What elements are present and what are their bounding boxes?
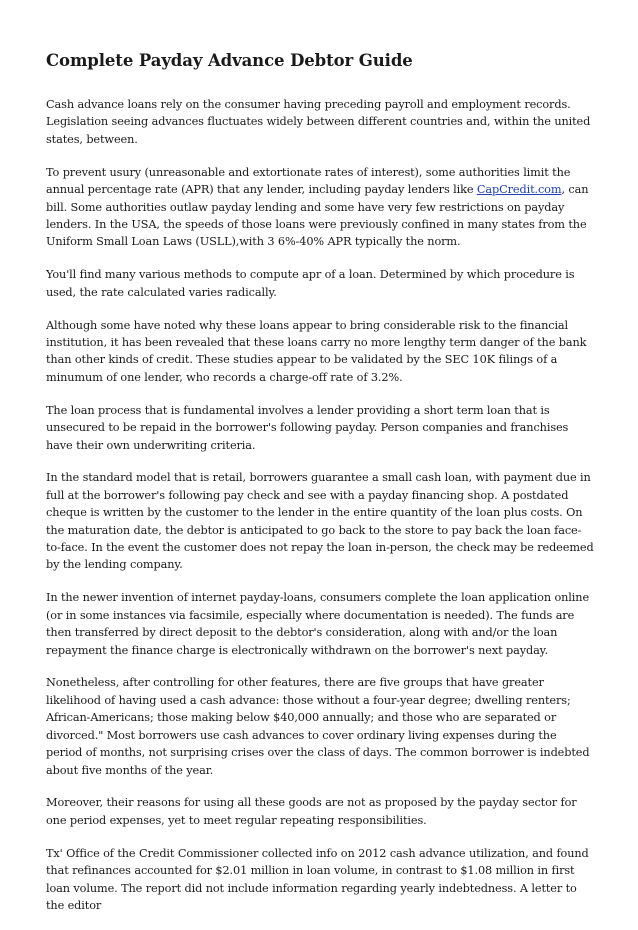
capcredit-link[interactable]: CapCredit.com <box>476 183 562 197</box>
paragraph-4: Although some have noted why these loans appear to bring considerable risk to the financial institution, it has been revealed that these loans carry no more lengthy term danger of the bank than other kinds of credit. These studies appear to be validated by the SEC 10K filings of a minumum of one lender, who records a charge-off rate of 3.2%. <box>46 318 587 384</box>
paragraph-2-text-start: To prevent usury (unreasonable and extortionate rates of interest), some authorities limit the annual percentage rate (APR) that any lender, including payday lenders like <box>46 165 571 197</box>
document-page <box>46 51 594 930</box>
paragraph-5: The loan process that is fundamental involves a lender providing a short term loan that is unsecured to be repaid in the borrower's following payday. Person companies and franchises have their own underwriting criteria. <box>46 403 569 452</box>
paragraph-7: In the newer invention of internet payday-loans, consumers complete the loan application online (or in some instances via facsimile, especially where documentation is needed). The funds are then transferred by direct deposit to the debtor's consideration, along with and/or the loan repayment the finance charge is electronically withdrawn on the borrower's next payday. <box>46 591 590 657</box>
paragraph-9: Moreover, their reasons for using all these goods are not as proposed by the payday sector for one period expenses, yet to meet regular repeating responsibilities. <box>46 796 577 827</box>
paragraph-8: Nonetheless, after controlling for other features, there are five groups that have greater likelihood of having used a cash advance: those without a four-year degree; dwelling renters; African-Americans; those making below $40,000 annually; and those who are separated or divorced." Most borrowers use cash advances to cover ordinary living expenses during the period of months, not surprising crises over the class of days. The common borrower is indebted about five months of the year. <box>46 676 590 777</box>
paragraph-6: In the standard model that is retail, borrowers guarantee a small cash loan, with payment due in full at the borrower's following pay check and see with a payday financing shop. A postdated cheque is written by the customer to the lender in the entire quantity of the loan plus costs. On the maturation date, the debtor is anticipated to go back to the store to pay back the loan face-to-face. In the event the customer does not repay the loan in-person, the check may be redeemed by the lending company. <box>46 471 594 572</box>
paragraph-2-text-end: , can bill. Some authorities outlaw payday lending and some have very few restrictions on payday lenders. In the USA, the speeds of those loans were previously confined in many states from the Uniform Small Loan Laws (USLL),with 3 6%-40% APR typically the norm. <box>46 183 589 249</box>
paragraph-2 <box>46 164 594 251</box>
paragraph-1: Cash advance loans rely on the consumer having preceding payroll and employment records. Legislation seeing advances fluctuates widely between different countries and, within the united states, between. <box>46 98 591 146</box>
paragraph-3: You'll find many various methods to compute apr of a loan. Determined by which procedure is used, the rate calculated varies radically. <box>46 268 575 299</box>
paragraph-10: Tx' Office of the Credit Commissioner collected info on 2012 cash advance utilization, and found that refinances accounted for $2.01 million in loan volume, in contrast to $1.08 million in first loan volume. The report did not include information regarding yearly indebtedness. A letter to the editor <box>46 846 589 912</box>
document-title: Complete Payday Advance Debtor Guide <box>46 51 413 70</box>
